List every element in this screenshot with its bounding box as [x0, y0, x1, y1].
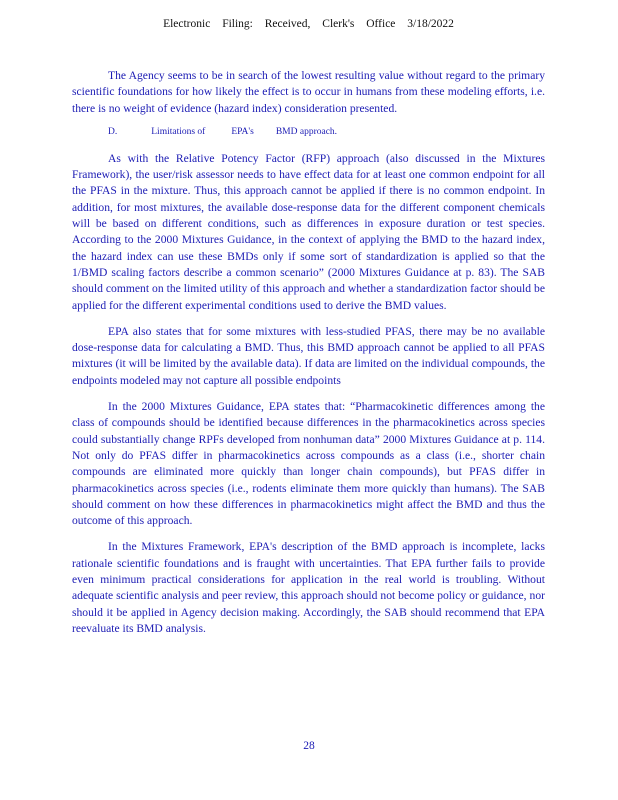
paragraph: The Agency seems to be in search of the lowest resulting value without regard to the primary scientific foundations for how likely the effect is to occur in humans from these modeling efforts, i.e. there is no weight of evidence (hazard index) consideration presented. [72, 69, 545, 115]
paragraph: In the Mixtures Framework, EPA's description of the BMD approach is incomplete, lacks rationale scientific foundations and is fraught with uncertainties. That EPA further fails to provide even minimum practical considerations for application in the real world is troubling. Without adequate scientific analysis and peer review, this approach should not become policy or guidance, nor should it be applied in Agency decision making. Accordingly, the SAB should recommend that EPA reevaluate its BMD analysis. [72, 540, 545, 635]
page-number: 28 [303, 740, 315, 752]
document-body [72, 68, 545, 637]
section-heading-part2: EPA's [231, 126, 254, 137]
paragraph: As with the Relative Potency Factor (RFP) approach (also discussed in the Mixtures Framework), the user/risk assessor needs to have effect data for at least one common endpoint for all the PFAS in the mixture. Thus, this approach cannot be applied if there is no common endpoint. In addition, for most mixtures, the available dose-response data for the different component chemicals will be based on different conditions, such as differences in exposure duration or test species. According to the 2000 Mixtures Guidance, in the context of applying the BMD to the hazard index, the hazard index can use these BMDs only if some sort of standardization is applied so that the 1/BMD scaling factors describe a common scenario” (2000 Mixtures Guidance at p. 83). The SAB should comment on the limited utility of this approach and whether a standardization factor should be applied for the different experimental conditions used to derive the BMD values. [72, 151, 545, 312]
section-heading-part3: BMD approach. [275, 126, 338, 137]
paragraph: EPA also states that for some mixtures with less-studied PFAS, there may be no available dose-response data for calculating a BMD. Thus, this BMD approach cannot be applied to all PFAS mixtures (it will be limited by the available data). If data are limited on the individual compounds, the endpoints modeled may not capture all possible endpoints [72, 324, 545, 387]
paragraph: In the 2000 Mixtures Guidance, EPA states that: “Pharmacokinetic differences among the class of compounds should be identified because differences in the pharmacokinetics across species could substantially change RPFs developed from nonhuman data” 2000 Mixtures Guidance at p. 114. Not only do PFAS differ in pharmacokinetics across compounds as a class (i.e., shorter chain compounds are eliminated more quickly than longer chain compounds), but PFAS differ in pharmacokinetics across species (i.e., rodents eliminate them more quickly than humans). The SAB should comment on how these differences in pharmacokinetics might affect the BMD and thus the outcome of this approach. [72, 400, 545, 528]
section-heading [108, 127, 545, 137]
section-heading-part1: Limitations of [151, 126, 206, 137]
section-heading-label: D. [108, 126, 118, 137]
filing-header: Electronic Filing: Received, Clerk's Office 3/18/2022 [163, 18, 454, 30]
